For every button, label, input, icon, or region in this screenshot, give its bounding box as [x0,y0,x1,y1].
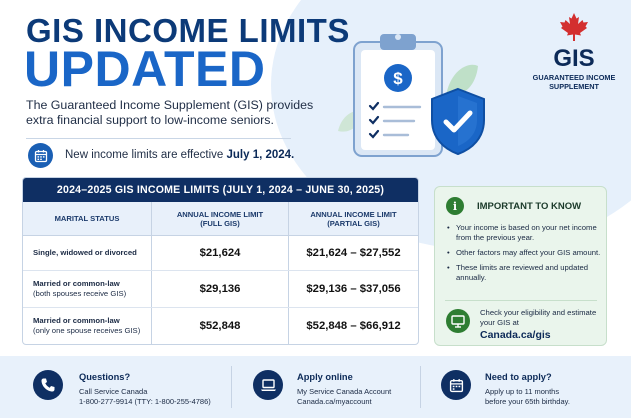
dollar-symbol: $ [393,69,403,88]
table-title: 2024–2025 GIS INCOME LIMITS (JULY 1, 2024 – JUNE 30, 2025) [23,178,418,202]
questions-title: Questions? [79,372,131,382]
shield-check-icon [428,86,488,156]
footer-divider [231,366,232,408]
row-full-limit: $21,624 [151,236,288,270]
apply-online-title: Apply online [297,372,353,382]
table-row [23,236,418,271]
questions-line1: Call Service Canada [79,387,148,396]
gis-logo [528,12,620,91]
page-title-line2: UPDATED [24,41,266,97]
calendar-icon [441,370,471,400]
row-partial-limit: $21,624 – $27,552 [288,236,418,270]
header-partial-gis: ANNUAL INCOME LIMIT (PARTIAL GIS) [288,202,418,235]
need-to-apply-line1: Apply up to 11 months [485,387,560,396]
header-full-gis: ANNUAL INCOME LIMIT (FULL GIS) [151,202,288,235]
myaccount-link[interactable]: Canada.ca/myaccount [297,397,372,406]
row-full-limit: $52,848 [151,308,288,344]
row-status: Single, widowed or divorced [33,248,137,257]
header-marital-status: MARITAL STATUS [54,214,120,223]
footer-divider [420,366,421,408]
need-to-apply-line2: before your 65th birthday. [485,397,570,406]
important-header [446,197,581,215]
page-title-line1: GIS INCOME LIMITS [26,12,350,49]
laptop-icon [253,370,283,400]
important-title: IMPORTANT TO KNOW [477,200,582,212]
row-partial-limit: $29,136 – $37,056 [288,271,418,307]
need-to-apply-title: Need to apply? [485,372,552,382]
gis-website-link[interactable]: Canada.ca/gis [480,329,551,341]
phone-icon [33,370,63,400]
important-divider [445,300,597,301]
row-partial-limit: $52,848 – $66,912 [288,308,418,344]
list-item: • Other factors may affect your GIS amount. [447,248,605,258]
service-canada-phone[interactable]: 1-800-277-9914 (TTY: 1-800-255-4786) [79,397,211,406]
important-list [447,223,605,288]
list-item: • These limits are reviewed and updated annually. [447,263,605,283]
header-divider [26,138,291,139]
row-full-limit: $29,136 [151,271,288,307]
effective-date: July 1, 2024. [226,149,295,161]
eligibility-text: Check your eligibility and estimate your GIS at [480,308,597,327]
maple-leaf-icon [558,12,590,42]
income-limits-table [22,177,419,345]
important-to-know-panel [434,186,607,346]
calendar-icon [28,143,53,168]
intro-text: The Guaranteed Income Supplement (GIS) provides extra financial support to low-income seniors. [26,98,314,127]
row-status: Married or common-law (only one spouse receives GIS) [33,316,141,335]
apply-online-line1: My Service Canada Account [297,387,392,396]
list-item: • Your income is based on your net income from the previous year. [447,223,605,243]
table-row [23,271,418,308]
gis-logo-text: GIS [553,45,595,72]
gis-logo-subtitle: GUARANTEED INCOME SUPPLEMENT [532,73,616,91]
row-status: Married or common-law (both spouses receive GIS) [33,279,127,298]
monitor-icon [446,309,470,333]
table-header-row [23,202,418,236]
effective-date-note: New income limits are effective July 1, 2024. [65,149,295,161]
footer-bar [0,356,631,418]
info-icon: i [446,197,464,215]
table-row [23,308,418,344]
clipboard-icon [328,26,488,171]
